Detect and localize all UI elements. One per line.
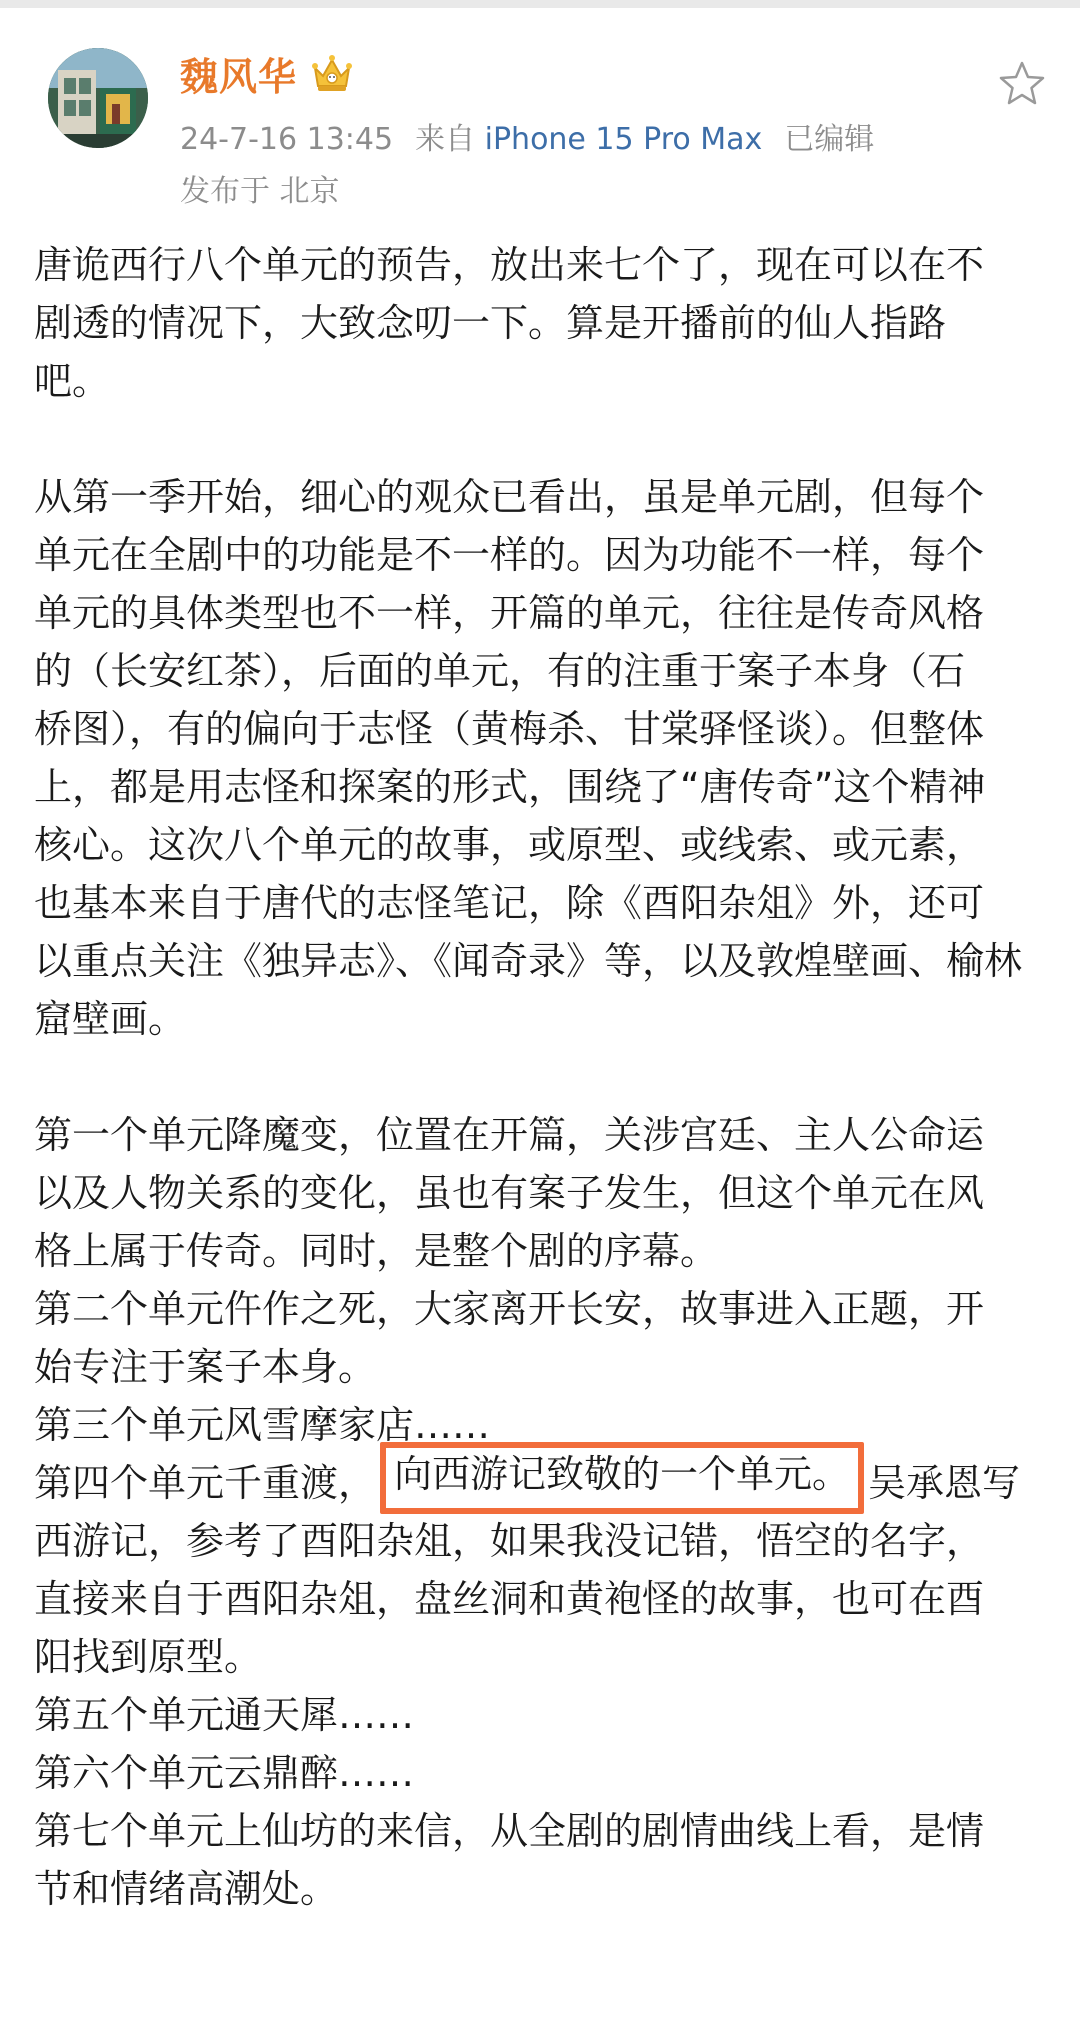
favorite-star-icon[interactable] bbox=[996, 58, 1048, 110]
text-line: 桥图），有的偏向于志怪（黄梅杀、甘棠驿怪谈）。但整体 bbox=[34, 707, 985, 751]
text-line: 格上属于传奇。同时，是整个剧的序幕。 bbox=[34, 1229, 719, 1273]
text-line: 以重点关注《独异志》、《闻奇录》等，以及敦煌壁画、榆林 bbox=[34, 939, 1023, 983]
paragraph-background bbox=[34, 468, 1054, 1048]
username-row bbox=[180, 48, 355, 98]
text-line: 上，都是用志怪和探案的形式，围绕了“唐传奇”这个精神 bbox=[34, 765, 986, 809]
text-line: 第一个单元降魔变，位置在开篇，关涉宫廷、主人公命运 bbox=[34, 1113, 985, 1157]
text-line: 西游记，参考了酉阳杂俎，如果我没记错，悟空的名字， bbox=[34, 1519, 985, 1563]
source-prefix: 来自 bbox=[415, 122, 476, 157]
paragraph-gap bbox=[34, 1048, 1054, 1106]
post-body bbox=[34, 236, 1054, 1918]
text-line: 也基本来自于唐代的志怪笔记，除《酉阳杂俎》外，还可 bbox=[34, 881, 985, 925]
crown-badge-icon[interactable] bbox=[309, 52, 355, 94]
paragraph-units bbox=[34, 1106, 1054, 1918]
edited-label[interactable]: 已编辑 bbox=[784, 122, 875, 157]
fourth-unit-text-after: 吴承恩写 bbox=[868, 1461, 1021, 1505]
text-line: 第二个单元仵作之死，大家离开长安，故事进入正题，开 bbox=[34, 1287, 985, 1331]
avatar-image bbox=[48, 48, 148, 148]
fourth-unit-text: 第四个单元千重渡， bbox=[34, 1461, 377, 1505]
post-timestamp: 24-7-16 13:45 bbox=[180, 122, 394, 157]
text-line: 第七个单元上仙坊的来信，从全剧的剧情曲线上看，是情 bbox=[34, 1809, 985, 1853]
text-line: 吧。 bbox=[34, 359, 111, 403]
text-line-fourth-unit bbox=[34, 1454, 1054, 1512]
text-line: 以及人物关系的变化，虽也有案子发生，但这个单元在风 bbox=[34, 1171, 985, 1215]
text-line: 第三个单元风雪摩家店…… bbox=[34, 1403, 491, 1447]
top-divider bbox=[0, 0, 1080, 8]
text-line: 直接来自于酉阳杂俎，盘丝洞和黄袍怪的故事，也可在酉 bbox=[34, 1577, 985, 1621]
paragraph-gap bbox=[34, 410, 1054, 468]
highlight-annotation-box: 向西游记致敬的一个单元。 bbox=[380, 1442, 864, 1514]
text-line: 单元的具体类型也不一样，开篇的单元，往往是传奇风格 bbox=[34, 591, 985, 635]
author-name[interactable]: 魏风华 bbox=[180, 54, 298, 99]
text-line: 单元在全剧中的功能是不一样的。因为功能不一样，每个 bbox=[34, 533, 985, 577]
avatar[interactable] bbox=[48, 48, 148, 148]
text-line: 核心。这次八个单元的故事，或原型、或线索、或元素， bbox=[34, 823, 985, 867]
post-header bbox=[0, 40, 1080, 210]
text-line: 第五个单元通天犀…… bbox=[34, 1693, 415, 1737]
text-line: 从第一季开始，细心的观众已看出，虽是单元剧，但每个 bbox=[34, 475, 985, 519]
paragraph-intro bbox=[34, 236, 1054, 410]
text-line: 窟壁画。 bbox=[34, 997, 187, 1041]
text-line: 节和情绪高潮处。 bbox=[34, 1867, 339, 1911]
text-line: 始专注于案子本身。 bbox=[34, 1345, 377, 1389]
text-line: 阳找到原型。 bbox=[34, 1635, 263, 1679]
post-location: 发布于 北京 bbox=[180, 174, 340, 209]
text-line: 唐诡西行八个单元的预告，放出来七个了，现在可以在不 bbox=[34, 243, 985, 287]
text-line: 的（长安红茶），后面的单元，有的注重于案子本身（石 bbox=[34, 649, 966, 693]
text-line: 第六个单元云鼎醉…… bbox=[34, 1751, 415, 1795]
device-link[interactable]: iPhone 15 Pro Max bbox=[484, 122, 763, 157]
text-line: 剧透的情况下，大致念叨一下。算是开播前的仙人指路 bbox=[34, 301, 947, 345]
post-meta bbox=[180, 114, 874, 158]
